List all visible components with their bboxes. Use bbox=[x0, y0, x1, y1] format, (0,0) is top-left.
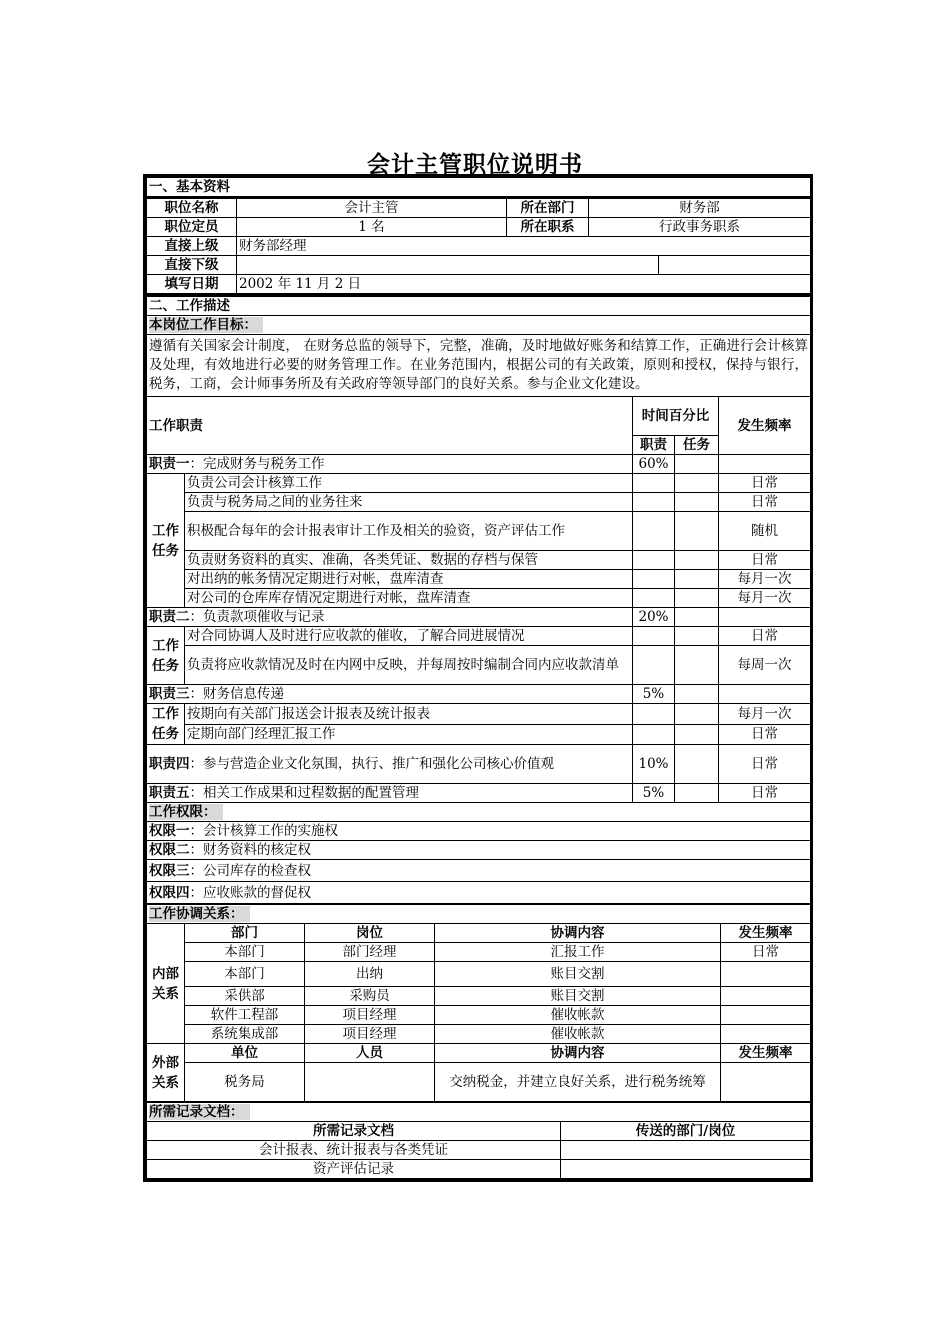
authority-3: 权限三：公司库存的检查权 bbox=[147, 860, 811, 882]
department-value: 财务部 bbox=[589, 198, 811, 218]
task-2-2-freq: 每周一次 bbox=[719, 646, 811, 685]
task-label-1: 工作任务 bbox=[147, 474, 185, 608]
internal-row-5-post: 项目经理 bbox=[305, 1025, 435, 1044]
authority-label: 工作权限： bbox=[147, 803, 811, 822]
internal-row-1-post: 部门经理 bbox=[305, 943, 435, 962]
external-header-content: 协调内容 bbox=[435, 1044, 721, 1063]
goal-text: 遵循有关国家会计制度， 在财务总监的领导下，完整，准确，及时地做好账务和结算工作，正确进行会计核算及处理，有效地进行必要的财务管理工作。在业务范围内，根据公司的有关政策，原则和授权，保持与银行，税务，工商，会计师事务所及有关政府等领导部门的良好关系。参与企业文化建设。 bbox=[147, 335, 811, 397]
job-family-value: 行政事务职系 bbox=[589, 218, 811, 237]
records-header-doc: 所需记录文档 bbox=[147, 1122, 561, 1141]
department-label: 所在部门 bbox=[507, 198, 589, 218]
duty-4-freq: 日常 bbox=[719, 745, 811, 784]
duty-4-pct: 10% bbox=[633, 745, 675, 784]
time-pct-header: 时间百分比 bbox=[633, 397, 719, 436]
internal-row-2-freq bbox=[721, 962, 811, 987]
task-1-2-freq: 日常 bbox=[719, 493, 811, 512]
internal-row-4-post: 项目经理 bbox=[305, 1006, 435, 1025]
internal-row-3-dept: 采供部 bbox=[185, 987, 305, 1006]
duty-4: 职责四：参与营造企业文化氛围，执行、推广和强化公司核心价值观 bbox=[147, 745, 633, 784]
task-1-1: 负责公司会计核算工作 bbox=[185, 474, 633, 493]
authority-1: 权限一：会计核算工作的实施权 bbox=[147, 822, 811, 841]
task-1-4: 负责财务资料的真实、准确，各类凭证、数据的存档与保管 bbox=[185, 551, 633, 570]
task-2-1-freq: 日常 bbox=[719, 627, 811, 646]
internal-row-4-freq bbox=[721, 1006, 811, 1025]
duty-5-freq: 日常 bbox=[719, 784, 811, 803]
task-label-2: 工作任务 bbox=[147, 627, 185, 685]
internal-row-3-content: 账目交割 bbox=[435, 987, 721, 1006]
internal-relations-label: 内部关系 bbox=[147, 924, 185, 1044]
external-row-1-content: 交纳税金，并建立良好关系，进行税务统筹 bbox=[435, 1063, 721, 1102]
records-table bbox=[146, 1102, 811, 1179]
duty-1: 职责一：完成财务与税务工作 bbox=[147, 455, 633, 474]
external-header-person: 人员 bbox=[305, 1044, 435, 1063]
internal-header-content: 协调内容 bbox=[435, 924, 721, 943]
authority-4: 权限四：应收账款的督促权 bbox=[147, 882, 811, 904]
task-1-6: 对公司的仓库库存情况定期进行对帐，盘库清查 bbox=[185, 589, 633, 608]
records-row-1-dest bbox=[561, 1141, 811, 1160]
external-row-1-freq bbox=[721, 1063, 811, 1102]
internal-row-4-dept: 软件工程部 bbox=[185, 1006, 305, 1025]
external-header-freq: 发生频率 bbox=[721, 1044, 811, 1063]
task-1-5-freq: 每月一次 bbox=[719, 570, 811, 589]
headcount-value: 1 名 bbox=[237, 218, 507, 237]
duties-header-label: 工作职责 bbox=[147, 397, 633, 455]
internal-header-post: 岗位 bbox=[305, 924, 435, 943]
supervisor-label: 直接上级 bbox=[147, 237, 237, 256]
internal-row-2-dept: 本部门 bbox=[185, 962, 305, 987]
subordinate-extra bbox=[659, 256, 811, 275]
internal-row-3-freq bbox=[721, 987, 811, 1006]
position-name-label: 职位名称 bbox=[147, 198, 237, 218]
task-1-2: 负责与税务局之间的业务往来 bbox=[185, 493, 633, 512]
task-3-1: 按期向有关部门报送会计报表及统计报表 bbox=[185, 704, 633, 725]
internal-row-4-content: 催收帐款 bbox=[435, 1006, 721, 1025]
records-row-2-doc: 资产评估记录 bbox=[147, 1160, 561, 1179]
subordinate-label: 直接下级 bbox=[147, 256, 237, 275]
duty-1-pct: 60% bbox=[633, 455, 675, 474]
records-header-dest: 传送的部门/岗位 bbox=[561, 1122, 811, 1141]
goal-label: 本岗位工作目标： bbox=[147, 316, 811, 335]
task-3-2: 定期向部门经理汇报工作 bbox=[185, 724, 633, 745]
task-1-4-freq: 日常 bbox=[719, 551, 811, 570]
task-1-3: 积极配合每年的会计报表审计工作及相关的验资，资产评估工作 bbox=[185, 512, 633, 551]
records-row-2-dest bbox=[561, 1160, 811, 1179]
authority-2: 权限二：财务资料的核定权 bbox=[147, 841, 811, 860]
external-row-1-person bbox=[305, 1063, 435, 1102]
duty-2-pct: 20% bbox=[633, 608, 675, 627]
duty-3: 职责三：财务信息传递 bbox=[147, 685, 633, 704]
records-label: 所需记录文档： bbox=[147, 1103, 811, 1122]
duties-table bbox=[146, 296, 811, 904]
time-task-header: 任务 bbox=[675, 436, 719, 455]
frequency-header: 发生频率 bbox=[719, 397, 811, 455]
coordination-label: 工作协调关系： bbox=[147, 905, 811, 924]
task-3-2-freq: 日常 bbox=[719, 724, 811, 745]
supervisor-value: 财务部经理 bbox=[237, 237, 811, 256]
duty-2: 职责二：负责款项催收与记录 bbox=[147, 608, 633, 627]
task-3-1-freq: 每月一次 bbox=[719, 704, 811, 725]
task-1-6-freq: 每月一次 bbox=[719, 589, 811, 608]
basic-info-table bbox=[146, 177, 811, 296]
date-label: 填写日期 bbox=[147, 275, 237, 295]
coordination-table bbox=[146, 904, 811, 1102]
task-2-2: 负责将应收款情况及时在内网中反映，并每周按时编制合同内应收款清单 bbox=[185, 646, 633, 685]
headcount-label: 职位定员 bbox=[147, 218, 237, 237]
task-1-1-freq: 日常 bbox=[719, 474, 811, 493]
internal-row-5-content: 催收帐款 bbox=[435, 1025, 721, 1044]
task-2-1: 对合同协调人及时进行应收款的催收，了解合同进展情况 bbox=[185, 627, 633, 646]
internal-row-2-post: 出纳 bbox=[305, 962, 435, 987]
internal-row-5-freq bbox=[721, 1025, 811, 1044]
subordinate-value bbox=[237, 256, 659, 275]
task-1-5: 对出纳的帐务情况定期进行对帐，盘库清查 bbox=[185, 570, 633, 589]
internal-row-2-content: 账目交割 bbox=[435, 962, 721, 987]
section-duties-heading: 二、工作描述 bbox=[147, 297, 811, 316]
internal-row-1-content: 汇报工作 bbox=[435, 943, 721, 962]
page-title: 会计主管职位说明书 bbox=[367, 152, 583, 178]
internal-row-5-dept: 系统集成部 bbox=[185, 1025, 305, 1044]
job-description-form bbox=[143, 174, 813, 1182]
duty-3-pct: 5% bbox=[633, 685, 675, 704]
external-header-unit: 单位 bbox=[185, 1044, 305, 1063]
date-value: 2002 年 11 月 2 日 bbox=[237, 275, 811, 295]
task-label-3: 工作任务 bbox=[147, 704, 185, 745]
external-row-1-unit: 税务局 bbox=[185, 1063, 305, 1102]
duty-5: 职责五：相关工作成果和过程数据的配置管理 bbox=[147, 784, 633, 803]
internal-row-1-dept: 本部门 bbox=[185, 943, 305, 962]
duty-5-pct: 5% bbox=[633, 784, 675, 803]
job-family-label: 所在职系 bbox=[507, 218, 589, 237]
task-1-3-freq: 随机 bbox=[719, 512, 811, 551]
position-name-value: 会计主管 bbox=[237, 198, 507, 218]
internal-row-1-freq: 日常 bbox=[721, 943, 811, 962]
section-basic-heading: 一、基本资料 bbox=[147, 178, 811, 198]
external-relations-label: 外部关系 bbox=[147, 1044, 185, 1102]
internal-row-3-post: 采购员 bbox=[305, 987, 435, 1006]
time-duty-header: 职责 bbox=[633, 436, 675, 455]
internal-header-dept: 部门 bbox=[185, 924, 305, 943]
internal-header-freq: 发生频率 bbox=[721, 924, 811, 943]
records-row-1-doc: 会计报表、统计报表与各类凭证 bbox=[147, 1141, 561, 1160]
